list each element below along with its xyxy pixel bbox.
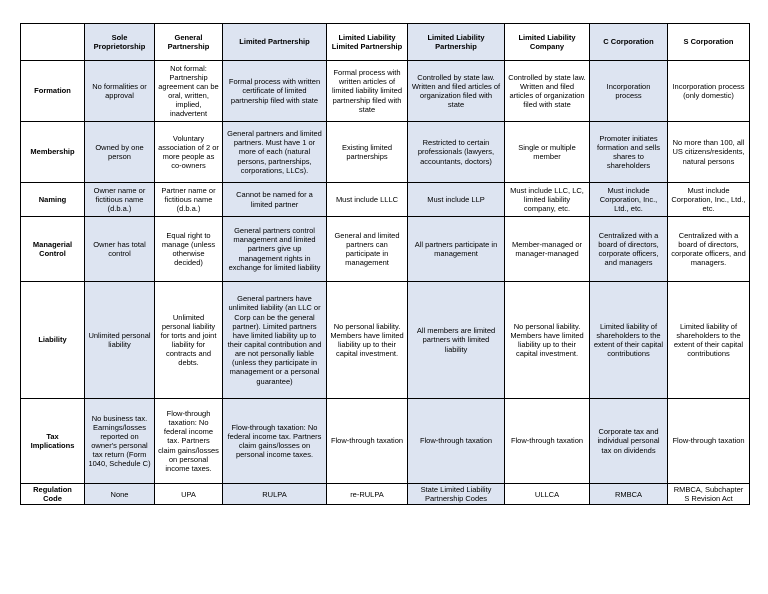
table-cell: Not formal: Partnership agreement can be oral, written, implied, inadvertent: [155, 61, 223, 122]
column-header-limited-liability-partnership: Limited Liability Partnership: [408, 24, 505, 61]
table-cell: Flow-through taxation: No federal income tax. Partners claim gains/losses on personal income taxes.: [223, 399, 327, 484]
table-cell: General partners have unlimited liability (an LLC or Corp can be the general partner). Limited partners have limited liability up to their capital contribution and are not personally liable (unless they participate in management or a personal guarantee): [223, 282, 327, 399]
column-header-limited-liability-limited-partnership: Limited Liability Limited Partnership: [327, 24, 408, 61]
table-cell: Unlimited personal liability: [85, 282, 155, 399]
table-cell: All partners participate in management: [408, 217, 505, 282]
table-row-managerial-control: [21, 217, 750, 282]
row-header-managerial-control: Managerial Control: [21, 217, 85, 282]
table-cell: Limited liability of shareholders to the extent of their capital contributions: [590, 282, 668, 399]
table-cell: Must include LLLC: [327, 183, 408, 217]
table-cell: Owned by one person: [85, 122, 155, 183]
table-cell: No personal liability. Members have limited liability up to their capital investment.: [327, 282, 408, 399]
column-header-limited-liability-company: Limited Liability Company: [505, 24, 590, 61]
row-header-formation: Formation: [21, 61, 85, 122]
table-cell: No more than 100, all US citizens/residents, natural persons: [668, 122, 750, 183]
table-cell: Partner name or fictitious name (d.b.a.): [155, 183, 223, 217]
table-cell: Unlimited personal liability for torts and joint liability for contracts and debts.: [155, 282, 223, 399]
table-cell: Formal process with written articles of limited liability limited partnership filed with state: [327, 61, 408, 122]
table-cell: Centralized with a board of directors, corporate officers, and managers.: [668, 217, 750, 282]
row-header-naming: Naming: [21, 183, 85, 217]
table-cell: General partners control management and limited partners give up management rights in exchange for limited liability: [223, 217, 327, 282]
table-cell: Limited liability of shareholders to the extent of their capital contributions: [668, 282, 750, 399]
table-cell: Flow-through taxation: [327, 399, 408, 484]
table-cell: Cannot be named for a limited partner: [223, 183, 327, 217]
table-cell: All members are limited partners with limited liability: [408, 282, 505, 399]
table-cell: Flow-through taxation: [668, 399, 750, 484]
table-cell: No personal liability. Members have limited liability up to their capital investment.: [505, 282, 590, 399]
table-cell: re-RULPA: [327, 484, 408, 505]
table-cell: No formalities or approval: [85, 61, 155, 122]
table-cell: Existing limited partnerships: [327, 122, 408, 183]
table-cell: Equal right to manage (unless otherwise decided): [155, 217, 223, 282]
table-cell: Single or multiple member: [505, 122, 590, 183]
row-header-liability: Liability: [21, 282, 85, 399]
header-row: [21, 24, 750, 61]
table-cell: Owner name or fictitious name (d.b.a.): [85, 183, 155, 217]
table-cell: Promoter initiates formation and sells shares to shareholders: [590, 122, 668, 183]
table-cell: No business tax. Earnings/losses reported on owner's personal tax return (Form 1040, Schedule C): [85, 399, 155, 484]
table-cell: Must include Corporation, Inc., Ltd., etc.: [668, 183, 750, 217]
table-row-liability: [21, 282, 750, 399]
table-cell: UPA: [155, 484, 223, 505]
column-header-limited-partnership: Limited Partnership: [223, 24, 327, 61]
table-cell: Voluntary association of 2 or more people as co-owners: [155, 122, 223, 183]
table-cell: General partners and limited partners. Must have 1 or more of each (natural persons, partnerships, corporations, LLCs).: [223, 122, 327, 183]
table-cell: Centralized with a board of directors, corporate officers, and managers: [590, 217, 668, 282]
table-cell: None: [85, 484, 155, 505]
table-cell: RMBCA: [590, 484, 668, 505]
table-cell: Owner has total control: [85, 217, 155, 282]
corner-cell: [21, 24, 85, 61]
table-cell: Incorporation process (only domestic): [668, 61, 750, 122]
table-cell: Must include LLP: [408, 183, 505, 217]
table-cell: Flow-through taxation: [408, 399, 505, 484]
table-row-regulation-code: [21, 484, 750, 505]
row-header-tax-implications: Tax Implications: [21, 399, 85, 484]
table-cell: Corporate tax and individual personal tax on dividends: [590, 399, 668, 484]
row-header-membership: Membership: [21, 122, 85, 183]
table-cell: Formal process with written certificate of limited partnership filed with state: [223, 61, 327, 122]
column-header-c-corporation: C Corporation: [590, 24, 668, 61]
table-cell: Incorporation process: [590, 61, 668, 122]
table-cell: ULLCA: [505, 484, 590, 505]
table-row-tax-implications: [21, 399, 750, 484]
table-cell: General and limited partners can participate in management: [327, 217, 408, 282]
table-cell: Must include LLC, LC, limited liability company, etc.: [505, 183, 590, 217]
table-row-naming: [21, 183, 750, 217]
column-header-s-corporation: S Corporation: [668, 24, 750, 61]
table-cell: Flow-through taxation: No federal income tax. Partners claim gains/losses on personal income taxes.: [155, 399, 223, 484]
table-cell: Restricted to certain professionals (lawyers, accountants, doctors): [408, 122, 505, 183]
table-cell: Controlled by state law. Written and filed articles of organization filed with state: [505, 61, 590, 122]
table-cell: RULPA: [223, 484, 327, 505]
table-cell: Member-managed or manager-managed: [505, 217, 590, 282]
row-header-regulation-code: Regulation Code: [21, 484, 85, 505]
table-cell: RMBCA, Subchapter S Revision Act: [668, 484, 750, 505]
table-cell: Controlled by state law. Written and filed articles of organization filed with state: [408, 61, 505, 122]
table-cell: Must include Corporation, Inc., Ltd., etc.: [590, 183, 668, 217]
table-row-membership: [21, 122, 750, 183]
business-entity-comparison-table: [20, 23, 750, 505]
column-header-general-partnership: General Partnership: [155, 24, 223, 61]
table-row-formation: [21, 61, 750, 122]
table-cell: State Limited Liability Partnership Codes: [408, 484, 505, 505]
table-cell: Flow-through taxation: [505, 399, 590, 484]
column-header-sole-proprietorship: Sole Proprietorship: [85, 24, 155, 61]
